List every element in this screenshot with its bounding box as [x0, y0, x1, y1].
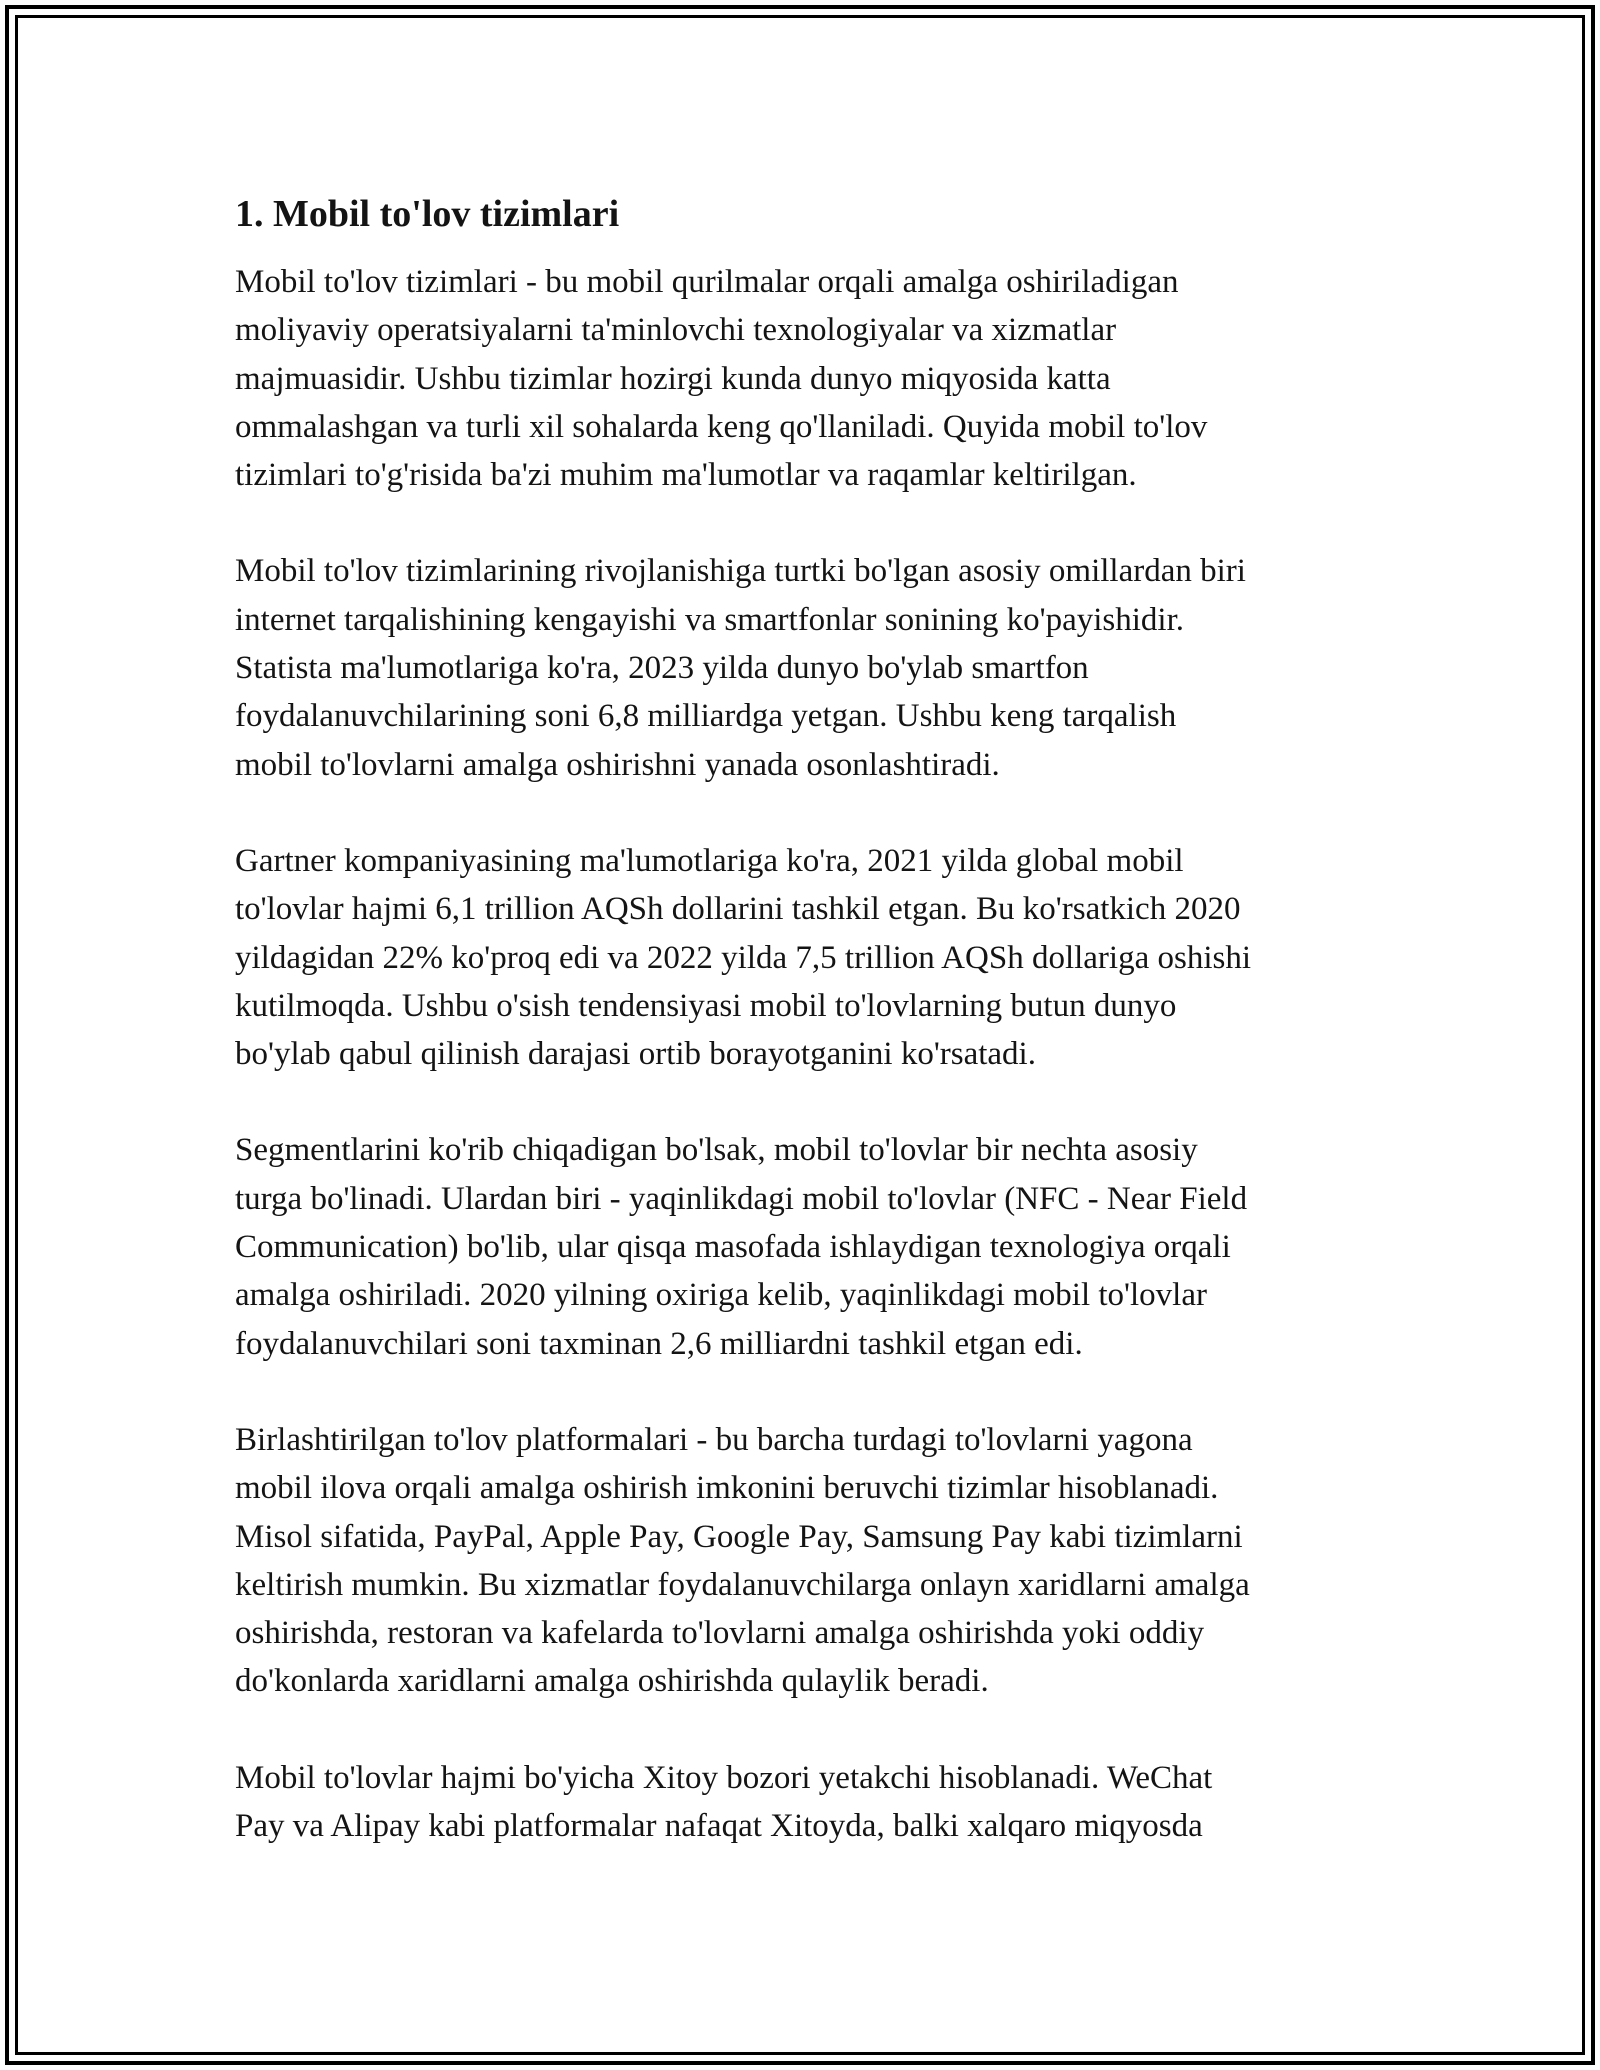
- text-line: oshirishda, restoran va kafelarda to'lovlarni amalga oshirishda yoki oddiy: [235, 1615, 1205, 1652]
- text-line: Mobil to'lovlar hajmi bo'yicha Xitoy bozori yetakchi hisoblanadi. WeChat: [235, 1759, 1213, 1796]
- text-line: yildagidan 22% ko'proq edi va 2022 yilda 7,5 trillion AQSh dollariga oshishi: [235, 939, 1252, 976]
- text-line: Mobil to'lov tizimlarining rivojlanishiga turtki bo'lgan asosiy omillardan biri: [235, 553, 1246, 590]
- text-line: ommalashgan va turli xil sohalarda keng qo'llaniladi. Quyida mobil to'lov: [235, 408, 1208, 445]
- text-line: turga bo'linadi. Ulardan biri - yaqinlikdagi mobil to'lovlar (NFC - Near Field: [235, 1180, 1248, 1217]
- text-line: moliyaviy operatsiyalarni ta'minlovchi texnologiyalar va xizmatlar: [235, 312, 1117, 349]
- text-line: mobil to'lovlarni amalga oshirishni yanada osonlashtiradi.: [235, 746, 1000, 783]
- text-line: Birlashtirilgan to'lov platformalari - bu barcha turdagi to'lovlarni yagona: [235, 1421, 1193, 1458]
- text-line: Pay va Alipay kabi platformalar nafaqat Xitoyda, balki xalqaro miqyosda: [235, 1808, 1203, 1845]
- paragraph-payment-volume: [235, 837, 1375, 1078]
- text-line: amalga oshiriladi. 2020 yilning oxiriga kelib, yaqinlikdagi mobil to'lovlar: [235, 1277, 1207, 1314]
- text-line: foydalanuvchilarining soni 6,8 milliardga yetgan. Ushbu keng tarqalish: [235, 698, 1177, 735]
- text-line: keltirish mumkin. Bu xizmatlar foydalanuvchilarga onlayn xaridlarni amalga: [235, 1566, 1250, 1603]
- paragraph-china-market: [235, 1754, 1375, 1851]
- text-line: tizimlari to'g'risida ba'zi muhim ma'lumotlar va raqamlar keltirilgan.: [235, 457, 1137, 494]
- document-body: [235, 190, 1375, 1850]
- paragraph-growth-factors: [235, 547, 1375, 788]
- section-heading: 1. Mobil to'lov tizimlari: [235, 193, 620, 235]
- text-line: foydalanuvchilari soni taxminan 2,6 milliardni tashkil etgan edi.: [235, 1325, 1083, 1362]
- text-line: bo'ylab qabul qilinish darajasi ortib borayotganini ko'rsatadi.: [235, 1036, 1036, 1073]
- text-line: Segmentlarini ko'rib chiqadigan bo'lsak, mobil to'lovlar bir nechta asosiy: [235, 1132, 1198, 1169]
- text-line: kutilmoqda. Ushbu o'sish tendensiyasi mobil to'lovlarning butun dunyo: [235, 987, 1177, 1024]
- text-line: to'lovlar hajmi 6,1 trillion AQSh dollarini tashkil etgan. Bu ko'rsatkich 2020: [235, 891, 1241, 928]
- paragraph-intro: [235, 258, 1375, 499]
- text-line: mobil ilova orqali amalga oshirish imkonini beruvchi tizimlar hisoblanadi.: [235, 1470, 1219, 1507]
- text-line: internet tarqalishining kengayishi va smartfonlar sonining ko'payishidir.: [235, 601, 1185, 638]
- text-line: Misol sifatida, PayPal, Apple Pay, Google Pay, Samsung Pay kabi tizimlarni: [235, 1518, 1243, 1555]
- text-line: majmuasidir. Ushbu tizimlar hozirgi kunda dunyo miqyosida katta: [235, 360, 1111, 397]
- text-line: Mobil to'lov tizimlari - bu mobil qurilmalar orqali amalga oshiriladigan: [235, 264, 1179, 300]
- text-line: do'konlarda xaridlarni amalga oshirishda qulaylik beradi.: [235, 1663, 989, 1700]
- text-line: Gartner kompaniyasining ma'lumotlariga ko'ra, 2021 yilda global mobil: [235, 842, 1184, 879]
- paragraph-segments: [235, 1126, 1375, 1367]
- text-line: Statista ma'lumotlariga ko'ra, 2023 yilda dunyo bo'ylab smartfon: [235, 650, 1089, 687]
- paragraph-unified-platforms: [235, 1416, 1375, 1706]
- text-line: Communication) bo'lib, ular qisqa masofada ishlaydigan texnologiya orqali: [235, 1229, 1231, 1266]
